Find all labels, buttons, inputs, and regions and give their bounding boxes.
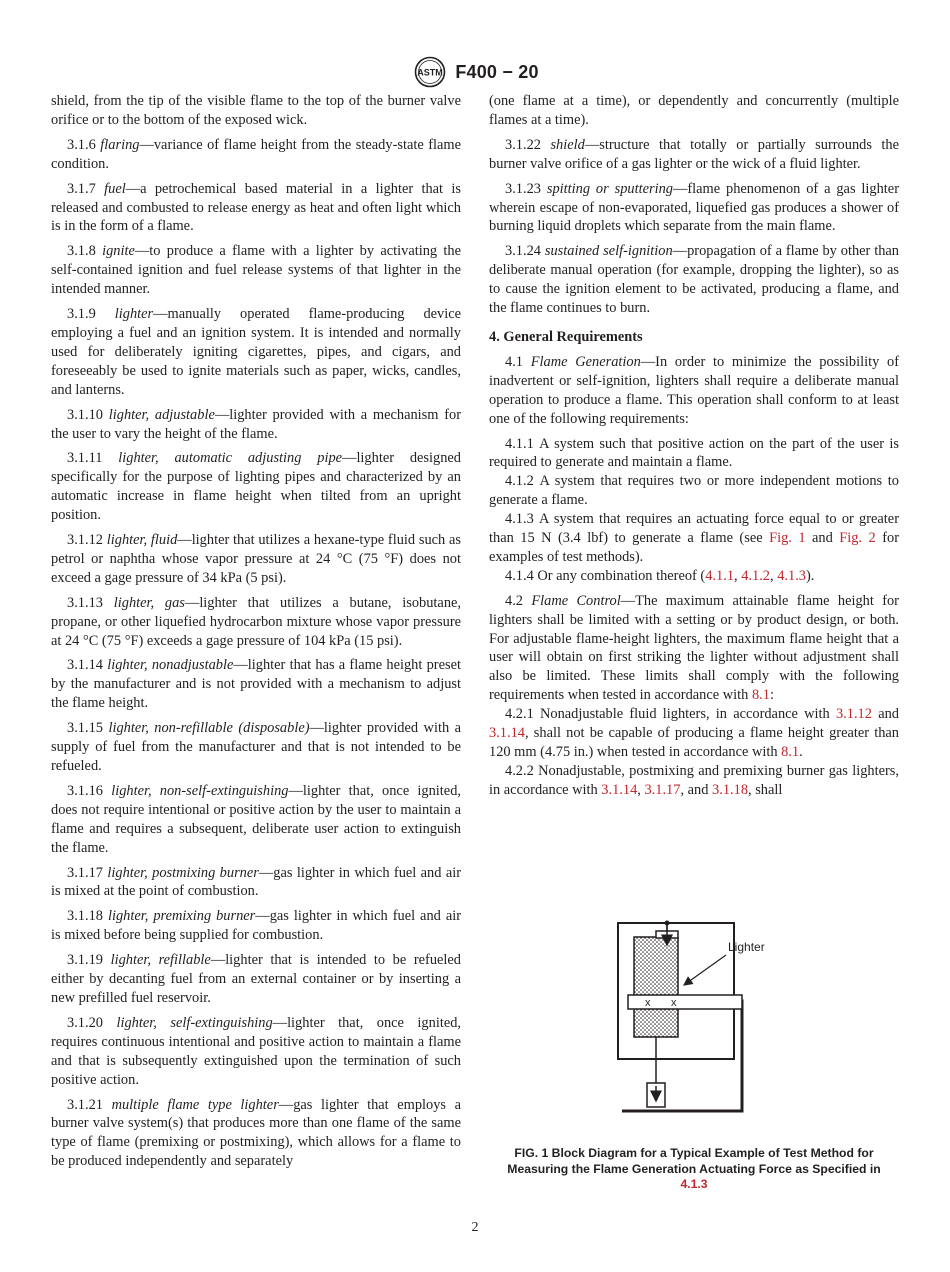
definition-text: —gas lighter that employs a burner valve system(s) that produces more than one flame of the same type of flame (premixing or postmixing), which allows for a flame to be produced independently and separately bbox=[51, 1096, 461, 1170]
paragraph-4-1-3: 4.1.3 A system that requires an actuating force equal to or greater than 15 N (3.4 lbf) to generate a flame (see Fig. 1 and Fig. 2 for examples of test methods). bbox=[489, 511, 899, 565]
definition-number: 3.1.10 bbox=[67, 406, 103, 423]
section-8-1-link[interactable]: 8.1 bbox=[751, 687, 770, 704]
figure-caption: FIG. 1 Block Diagram for a Typical Example of Test Method for Measuring the Flame Generation Actuating Force as Specified in 4.1.3 bbox=[507, 1146, 881, 1191]
definition-number: 3.1.18 bbox=[67, 908, 103, 925]
definition-term: shield bbox=[550, 136, 585, 153]
definition-3-1-14 bbox=[51, 656, 461, 713]
definition-number: 3.1.9 bbox=[67, 306, 96, 323]
definition-number: 3.1.8 bbox=[67, 243, 96, 260]
definition-3-1-22 bbox=[489, 136, 899, 174]
definition-text: —flame phenomenon of a gas lighter wherein escape of non-evaporated, liquefied gas produces a shower of burning liquid droplets which separate from the main flame. bbox=[489, 180, 899, 235]
definition-term: flaring bbox=[100, 136, 140, 153]
definition-text: —lighter that utilizes a hexane-type fluid such as petrol or naphtha whose vapor pressure at 24 °C (75 °F) does not exceed a gage pressure of 34 kPa (5 psi). bbox=[51, 532, 462, 586]
definition-number: 3.1.20 bbox=[67, 1014, 103, 1031]
definition-term: lighter, premixing burner bbox=[107, 908, 256, 925]
section-8-1-link[interactable]: 8.1 bbox=[781, 744, 800, 760]
definition-text: —lighter provided with a supply of fuel from the manufacturer and that is not intended to be refueled. bbox=[51, 720, 461, 774]
section-4-1-1-link[interactable]: 4.1.1 bbox=[705, 567, 735, 584]
definition-number: 3.1.13 bbox=[67, 594, 103, 611]
paragraph-4-2: 4.2 Flame Control—The maximum attainable flame height for lighters shall be limited with a setting or by product design, or both. For adjustable flame-height lighters, the maximum flame height that a user will obtain on first striking the lighter without adjustment shall also be limited. These limits shall comply with the following requirements when tested in accordance with 8.1: bbox=[489, 592, 899, 704]
definition-3-1-20 bbox=[51, 1014, 461, 1090]
definition-number: 3.1.14 bbox=[67, 657, 103, 674]
definition-term: multiple flame type lighter bbox=[111, 1096, 279, 1113]
definition-number: 3.1.22 bbox=[505, 136, 541, 153]
definition-term: lighter, automatic adjusting pipe bbox=[118, 450, 343, 467]
definition-number: 3.1.12 bbox=[67, 532, 103, 549]
paragraph-4-1: 4.1 Flame Generation—In order to minimize the possibility of inadvertent or self-ignition, lighters shall require a deliberate manual operation to produce a flame. This operation shall conform to at least one of the following requirements: bbox=[489, 353, 899, 427]
definition-3-1-15 bbox=[51, 719, 461, 776]
definition-text: —gas lighter in which fuel and air is mixed at the point of combustion. bbox=[51, 864, 461, 900]
definition-text: —variance of flame height from the steady-state flame condition. bbox=[51, 136, 461, 172]
definition-number: 3.1.19 bbox=[67, 952, 103, 969]
definition-3-1-12 bbox=[51, 531, 461, 588]
continuation-paragraph: shield, from the tip of the visible flame to the top of the burner valve orifice or to the bottom of the exposed wick. bbox=[51, 93, 461, 128]
definition-term: lighter, non-refillable (disposable) bbox=[108, 720, 310, 737]
section-3-1-14-link[interactable]: 3.1.14 bbox=[601, 781, 638, 798]
definition-term: sustained self-ignition bbox=[544, 243, 673, 260]
definition-text: —lighter that, once ignited, requires continuous intentional and positive action to maintain a flame and that is subsequently extinguished upon the termination of such positive action. bbox=[51, 1014, 461, 1088]
definition-3-1-17 bbox=[51, 864, 461, 902]
paragraph-4-2-2: 4.2.2 Nonadjustable, postmixing and premixing burner gas lighters, in accordance with 3.1.14, 3.1.17, and 3.1.18, shall bbox=[489, 762, 899, 798]
definition-term: lighter, fluid bbox=[106, 532, 178, 549]
definition-3-1-10 bbox=[51, 406, 461, 444]
standard-designation: F400 − 20 bbox=[455, 61, 539, 82]
definition-text: —lighter that utilizes a butane, isobutane, propane, or other liquefied hydrocarbon mixture whose vapor pressure at 24 °C (75 °F) exceeds a gage pressure of 104 kPa (15 psi). bbox=[51, 594, 461, 649]
definitions-list bbox=[489, 136, 899, 318]
definition-term: lighter, postmixing burner bbox=[107, 864, 259, 881]
definition-3-1-18 bbox=[51, 907, 461, 945]
definition-3-1-19 bbox=[51, 951, 461, 1008]
definition-term: lighter, refillable bbox=[110, 952, 211, 969]
definition-3-1-16 bbox=[51, 782, 461, 858]
definition-term: fuel bbox=[104, 180, 126, 197]
figure-1 bbox=[489, 915, 899, 1143]
section-4-1-2-link[interactable]: 4.1.2 bbox=[741, 567, 770, 584]
definition-term: lighter, non-self-extinguishing bbox=[111, 782, 289, 799]
definition-text: —structure that totally or partially surrounds the burner valve orifice of a gas lighter or the wick of a fluid lighter. bbox=[489, 136, 899, 172]
fig-2-link[interactable]: Fig. 2 bbox=[839, 530, 876, 547]
continuation-paragraph: (one flame at a time), or dependently and concurrently (multiple flames at a time). bbox=[489, 93, 899, 128]
paragraph-4-1-2: 4.1.2 A system that requires two or more independent motions to generate a flame. bbox=[489, 473, 899, 509]
astm-logo-icon bbox=[411, 56, 449, 88]
paragraph-4-1-4: 4.1.4 Or any combination thereof (4.1.1, 4.1.2, 4.1.3). bbox=[505, 567, 815, 584]
definition-text: —lighter that has a flame height preset by the manufacturer and is not provided with a mechanism to adjust the flame height. bbox=[51, 657, 461, 712]
clamp-mark-right: x bbox=[671, 997, 677, 1009]
left-column bbox=[51, 92, 461, 1177]
fig-1-link[interactable]: Fig. 1 bbox=[769, 530, 806, 547]
definition-number: 3.1.7 bbox=[67, 180, 96, 197]
section-3-1-18-link[interactable]: 3.1.18 bbox=[712, 781, 749, 798]
definition-text: —to produce a flame with a lighter by activating the self-contained ignition and fuel release systems of that lighter in the intended manner. bbox=[51, 243, 461, 298]
lighter-pointer bbox=[684, 955, 726, 985]
definition-term: lighter, nonadjustable bbox=[107, 657, 234, 674]
definition-text: —lighter that, once ignited, does not require intentional or positive action by the user to maintain a flame and requires a subsequent, deliberate user action to extinguish the flame. bbox=[51, 782, 461, 856]
definition-number: 3.1.16 bbox=[67, 782, 103, 799]
page-number: 2 bbox=[471, 1220, 479, 1235]
force-point bbox=[665, 921, 670, 926]
section-4-1-3-link[interactable]: 4.1.3 bbox=[777, 567, 806, 584]
definition-text: —lighter that is intended to be refueled either by decanting fuel from an external container or by inserting a new prefilled fuel reservoir. bbox=[51, 952, 461, 1006]
paragraph-4-1-1: 4.1.1 A system such that positive action on the part of the user is required to generate and maintain a flame. bbox=[489, 435, 899, 471]
definition-term: lighter bbox=[114, 306, 154, 323]
definition-term: lighter, gas bbox=[113, 594, 185, 611]
definition-text: —a petrochemical based material in a lighter that is released and combusted to release energy as heat and often light which is in the form of a flame. bbox=[51, 180, 461, 235]
definition-text: —propagation of a flame by other than deliberate manual operation (for example, dropping the lighter), so as to cause the ignition element to be activated, producing a flame, and the flame continues to burn. bbox=[489, 243, 899, 317]
paragraph-4-2-1: 4.2.1 Nonadjustable fluid lighters, in accordance with 3.1.12 and 3.1.14, shall not be capable of producing a flame height greater than 120 mm (4.75 in.) when tested in accordance with 8.1. bbox=[489, 706, 899, 760]
definition-3-1-11 bbox=[51, 449, 461, 525]
definition-3-1-13 bbox=[51, 594, 461, 651]
definition-term: spitting or sputtering bbox=[546, 180, 673, 197]
svg-text:ASTM: ASTM bbox=[417, 67, 444, 78]
section-3-1-12-link[interactable]: 3.1.12 bbox=[835, 706, 872, 723]
definition-term: lighter, adjustable bbox=[108, 406, 215, 423]
definition-3-1-23 bbox=[489, 180, 899, 237]
definition-term: ignite bbox=[102, 243, 135, 260]
lighter-body bbox=[634, 937, 678, 1037]
definition-text: —gas lighter in which fuel and air is mixed before being supplied for combustion. bbox=[51, 908, 461, 944]
definition-text: —lighter provided with a mechanism for the user to vary the height of the flame. bbox=[51, 406, 462, 442]
definition-3-1-7 bbox=[51, 180, 461, 237]
definition-number: 3.1.15 bbox=[67, 720, 103, 737]
definition-text: —lighter designed specifically for the purpose of lighting pipes and characterized by an automatic increase in flame height when tilted from an upright position. bbox=[51, 450, 461, 524]
definition-number: 3.1.21 bbox=[67, 1096, 103, 1113]
section-heading: 4. General Requirements bbox=[489, 328, 643, 345]
lighter-label: Lighter bbox=[728, 940, 765, 954]
definition-number: 3.1.23 bbox=[505, 180, 541, 197]
definition-number: 3.1.17 bbox=[67, 864, 103, 881]
definition-3-1-6 bbox=[51, 136, 461, 174]
clamp-mark-left: x bbox=[645, 997, 651, 1009]
block-diagram bbox=[594, 915, 794, 1143]
definition-number: 3.1.6 bbox=[67, 136, 96, 153]
definition-number: 3.1.11 bbox=[67, 450, 103, 467]
definition-number: 3.1.24 bbox=[505, 243, 541, 260]
section-3-1-14-link[interactable]: 3.1.14 bbox=[489, 725, 525, 742]
right-column bbox=[489, 92, 899, 800]
section-3-1-17-link[interactable]: 3.1.17 bbox=[644, 781, 681, 798]
definition-3-1-21 bbox=[51, 1096, 461, 1172]
definition-3-1-8 bbox=[51, 242, 461, 299]
definition-3-1-9 bbox=[51, 305, 461, 400]
page-header bbox=[0, 56, 950, 88]
definition-3-1-24 bbox=[489, 242, 899, 318]
section-4-1-3-link[interactable]: 4.1.3 bbox=[680, 1177, 708, 1191]
definitions-list bbox=[51, 136, 461, 1171]
definition-text: —manually operated flame-producing device employing a fuel and an ignition system. It is intended and normally used for deliberately igniting cigarettes, pipes, and cigars, and foreseeably be used to ignite materials such as paper, wicks, candles, and lanterns. bbox=[51, 306, 461, 398]
definition-term: lighter, self-extinguishing bbox=[116, 1014, 273, 1031]
